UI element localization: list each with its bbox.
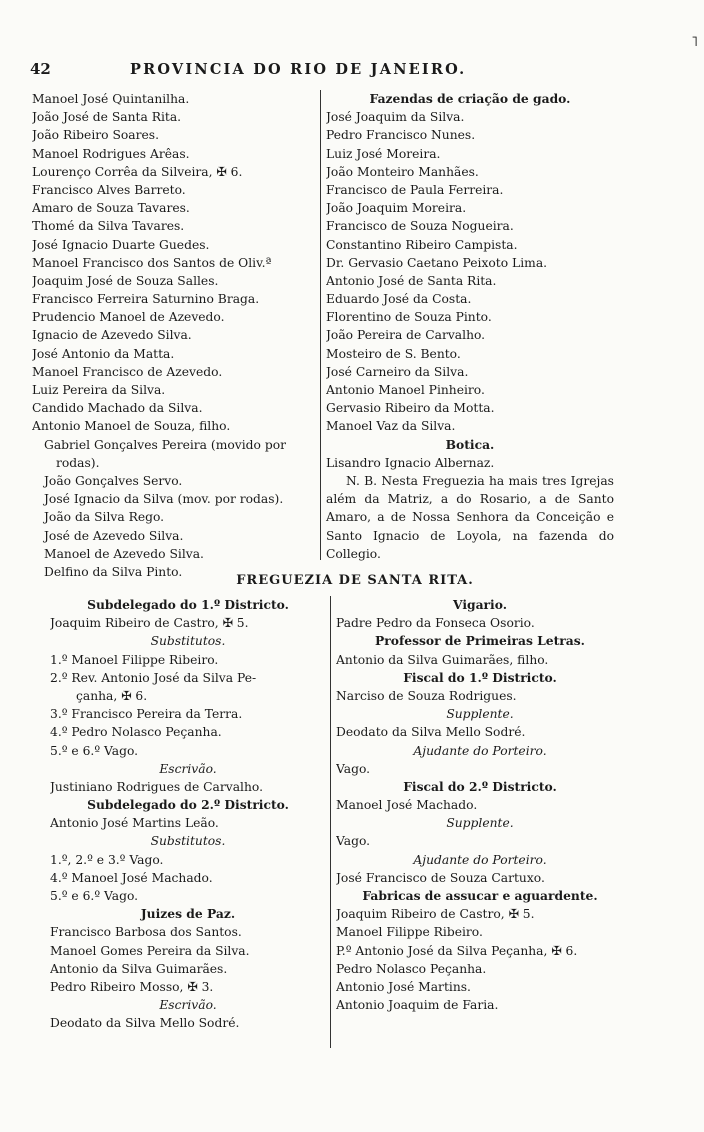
list-item: João Pereira de Carvalho. (326, 328, 486, 343)
list-item: Candido Machado da Silva. (32, 401, 203, 416)
note-paragraph: N. B. Nesta Freguezia ha mais tres Igrejas além da Matriz, a do Rosario, a de Santo Amaro, a de Nossa Senhora da Conceição e Santo Ignacio de Loyola, na fazenda do Collegio. (326, 473, 614, 561)
section-heading: Fiscal do 1.º Districto. (403, 669, 557, 685)
list-item: Joaquim Ribeiro de Castro, ✠ 5. (50, 616, 249, 631)
list-item: João José de Santa Rita. (32, 110, 182, 125)
section-heading: Vigario. (453, 597, 507, 612)
section-heading: Botica. (445, 436, 495, 452)
section-heading: Juizes de Paz. (140, 906, 236, 922)
list-item: Gabriel Gonçalves Pereira (movido por (44, 437, 286, 452)
list-item: Manoel Rodrigues Arêas. (32, 146, 190, 161)
list-item: Manoel Gomes Pereira da Silva. (50, 943, 250, 958)
list-item: 2.º Rev. Antonio José da Silva Pe- (50, 670, 257, 685)
subsection-label: Escrivão. (159, 998, 217, 1013)
list-item: Manoel de Azevedo Silva. (44, 546, 204, 561)
list-item: Vago. (336, 834, 371, 849)
list-item: 3.º Francisco Pereira da Terra. (50, 707, 243, 722)
section-heading: Fabricas de assucar e aguardente. (362, 888, 598, 903)
list-item: Florentino de Souza Pinto. (326, 310, 492, 325)
subsection-label: Substitutos. (150, 634, 226, 649)
list-item: João Monteiro Manhães. (326, 164, 479, 179)
section-title: FREGUEZIA DE SANTA RITA. (236, 573, 474, 588)
list-item: Pedro Ribeiro Mosso, ✠ 3. (50, 979, 214, 994)
list-item: João da Silva Rego. (44, 510, 165, 525)
section-heading: Fazendas de criação de gado. (369, 91, 571, 106)
list-item: Vago. (336, 761, 371, 776)
section-heading: Professor de Primeiras Letras. (375, 633, 585, 649)
list-item: Manoel José Machado. (336, 798, 478, 813)
list-item: João Gonçalves Servo. (44, 473, 183, 488)
list-item: 4.º Pedro Nolasco Peçanha. (50, 725, 222, 740)
list-item: Padre Pedro da Fonseca Osorio. (336, 616, 535, 631)
list-item: Manoel Filippe Ribeiro. (336, 925, 483, 940)
list-item: P.º Antonio José da Silva Peçanha, ✠ 6. (336, 943, 578, 958)
top-right-column (326, 90, 614, 563)
list-item: José Ignacio Duarte Guedes. (32, 237, 210, 252)
list-item: Antonio da Silva Guimarães, filho. (336, 652, 549, 667)
list-item: José Ignacio da Silva (mov. por rodas). (44, 492, 284, 507)
list-item: José Carneiro da Silva. (326, 364, 469, 379)
list-item: José Francisco de Souza Cartuxo. (336, 870, 545, 885)
list-item: Manoel Francisco dos Santos de Oliv.ª (32, 255, 272, 270)
list-item: Lisandro Ignacio Albernaz. (326, 455, 495, 470)
list-item: Narciso de Souza Rodrigues. (336, 688, 517, 703)
list-item: José Antonio da Matta. (32, 346, 175, 361)
list-item: Delfino da Silva Pinto. (44, 564, 183, 579)
list-item: Constantino Ribeiro Campista. (326, 237, 518, 252)
list-item: Pedro Francisco Nunes. (326, 128, 476, 143)
bottom-column-divider (330, 596, 331, 1048)
subsection-label: Ajudante do Porteiro. (413, 852, 547, 867)
list-item: rodas). (56, 455, 100, 470)
list-item: Ignacio de Azevedo Silva. (32, 328, 192, 343)
section-heading: Fiscal do 2.º Districto. (403, 778, 557, 794)
subsection-label: Supplente. (446, 707, 514, 722)
list-item: João Joaquim Moreira. (326, 201, 467, 216)
list-item: Manoel Francisco de Azevedo. (32, 364, 223, 379)
list-item: Prudencio Manoel de Azevedo. (32, 310, 225, 325)
list-item: Antonio José de Santa Rita. (326, 273, 497, 288)
bottom-left-column (50, 596, 326, 1033)
list-item: 5.º e 6.º Vago. (50, 889, 139, 903)
list-item: Justiniano Rodrigues de Carvalho. (50, 779, 263, 794)
subsection-label: Substitutos. (150, 834, 226, 849)
list-item: çanha, ✠ 6. (76, 688, 148, 703)
top-column-divider (320, 90, 321, 560)
list-item: 1.º, 2.º e 3.º Vago. (50, 852, 164, 867)
list-item: José de Azevedo Silva. (44, 528, 184, 543)
list-item: Francisco Alves Barreto. (32, 182, 186, 197)
list-item: Mosteiro de S. Bento. (326, 346, 461, 361)
list-item: João Ribeiro Soares. (32, 128, 159, 143)
list-item: Luiz José Moreira. (326, 146, 441, 161)
list-item: Francisco de Souza Nogueira. (326, 219, 514, 234)
list-item: Antonio Manoel Pinheiro. (326, 383, 485, 397)
list-item: Antonio da Silva Guimarães. (50, 961, 228, 976)
list-item: Antonio José Martins Leão. (50, 816, 219, 831)
list-item: Eduardo José da Costa. (326, 292, 472, 307)
subsection-label: Escrivão. (159, 761, 217, 776)
list-item: Joaquim Ribeiro de Castro, ✠ 5. (336, 907, 535, 922)
page-number: 42 (30, 60, 51, 78)
section-heading: Subdelegado do 1.º Districto. (87, 597, 289, 612)
list-item: Gervasio Ribeiro da Motta. (326, 401, 495, 416)
corner-mark: ˥ (691, 34, 698, 50)
list-item: Francisco Ferreira Saturnino Braga. (32, 292, 260, 307)
subsection-label: Supplente. (446, 816, 514, 831)
list-item: Deodato da Silva Mello Sodré. (50, 1016, 240, 1031)
page-title: PROVINCIA DO RIO DE JANEIRO. (130, 61, 467, 78)
list-item: Thomé da Silva Tavares. (32, 219, 185, 234)
list-item: Antonio Joaquim de Faria. (336, 998, 499, 1013)
list-item: Antonio Manoel de Souza, filho. (32, 419, 231, 434)
subsection-label: Ajudante do Porteiro. (413, 743, 547, 758)
list-item: Luiz Pereira da Silva. (32, 383, 166, 397)
list-item: José Joaquim da Silva. (326, 110, 465, 125)
top-left-column (32, 90, 318, 581)
bottom-right-column (336, 596, 624, 1014)
list-item: Francisco Barbosa dos Santos. (50, 925, 242, 940)
list-item: Deodato da Silva Mello Sodré. (336, 725, 526, 740)
list-item: Manoel José Quintanilha. (32, 92, 190, 106)
list-item: Amaro de Souza Tavares. (32, 201, 190, 216)
list-item: Manoel Vaz da Silva. (326, 419, 456, 434)
list-item: 5.º e 6.º Vago. (50, 743, 139, 758)
list-item: Joaquim José de Souza Salles. (32, 273, 219, 288)
list-item: 4.º Manoel José Machado. (50, 870, 213, 885)
list-item: Antonio José Martins. (336, 979, 471, 994)
section-heading: Subdelegado do 2.º Districto. (87, 797, 289, 813)
page-header (30, 60, 500, 82)
list-item: Francisco de Paula Ferreira. (326, 182, 504, 197)
list-item: Pedro Nolasco Peçanha. (336, 961, 487, 976)
list-item: 1.º Manoel Filippe Ribeiro. (50, 652, 219, 667)
list-item: Dr. Gervasio Caetano Peixoto Lima. (326, 255, 548, 270)
list-item: Lourenço Corrêa da Silveira, ✠ 6. (32, 164, 243, 179)
